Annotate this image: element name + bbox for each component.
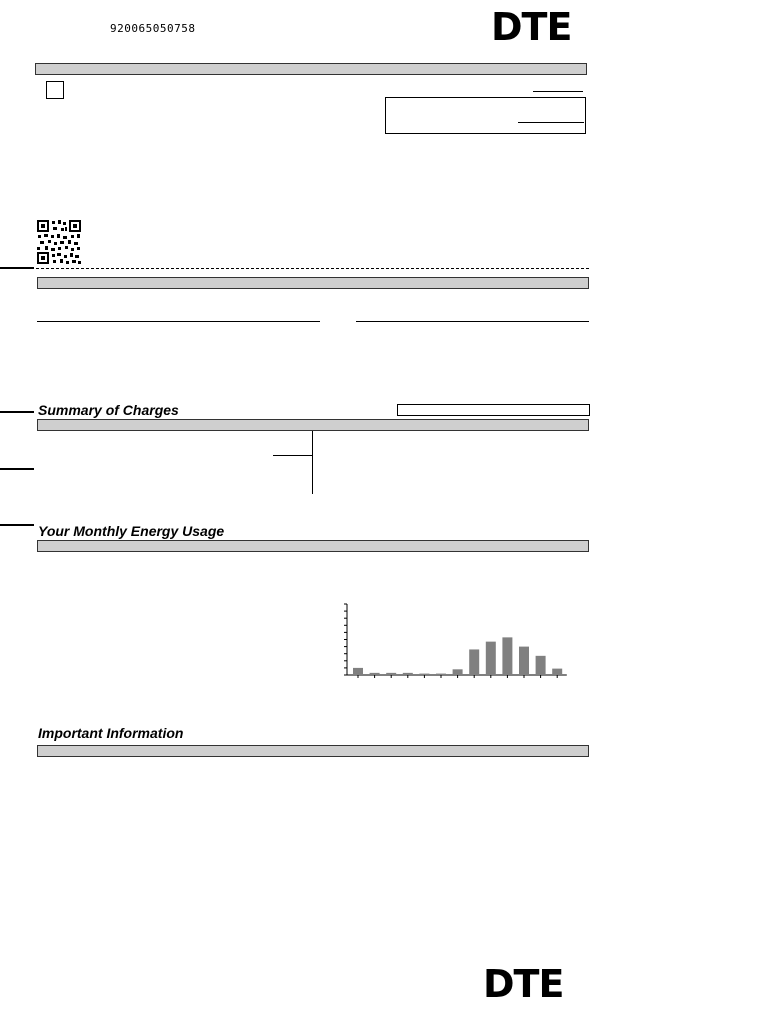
summary-subtotal-rule xyxy=(273,455,313,456)
summary-of-charges-title: Summary of Charges xyxy=(38,402,179,418)
usage-bar xyxy=(37,540,589,552)
document-number: 920065050758 xyxy=(110,22,196,35)
header-bar xyxy=(35,63,587,75)
tear-line xyxy=(36,268,589,269)
usage-bar xyxy=(486,642,496,675)
dte-logo-footer: DTE xyxy=(483,962,564,1006)
important-information-title: Important Information xyxy=(38,725,184,741)
summary-mark xyxy=(0,468,34,470)
checkbox[interactable] xyxy=(46,81,64,99)
usage-bar xyxy=(419,674,429,675)
usage-bar xyxy=(469,649,479,675)
usage-mark xyxy=(0,524,34,526)
usage-bar xyxy=(353,668,363,675)
usage-bar xyxy=(403,673,413,675)
charges-box xyxy=(397,404,590,416)
usage-bar xyxy=(502,637,512,675)
address-box-rule xyxy=(518,122,584,123)
info-bar xyxy=(37,745,589,757)
usage-bar xyxy=(386,673,396,675)
usage-bar xyxy=(536,656,546,675)
right-rule xyxy=(356,321,589,322)
usage-bar xyxy=(436,674,446,675)
section-bar xyxy=(37,277,589,289)
usage-bar xyxy=(552,669,562,675)
usage-chart xyxy=(338,598,570,682)
left-rule xyxy=(37,321,320,322)
usage-bar xyxy=(370,673,380,675)
fold-mark xyxy=(0,267,34,269)
dte-logo: DTE xyxy=(491,5,572,49)
usage-bar xyxy=(453,669,463,675)
summary-bar xyxy=(37,419,589,431)
address-box xyxy=(385,97,586,134)
usage-bar xyxy=(519,647,529,675)
qr-code-icon xyxy=(36,219,82,265)
monthly-energy-usage-title: Your Monthly Energy Usage xyxy=(38,523,225,539)
section-mark xyxy=(0,411,34,413)
address-rule-short xyxy=(533,91,583,92)
summary-divider xyxy=(312,431,313,494)
